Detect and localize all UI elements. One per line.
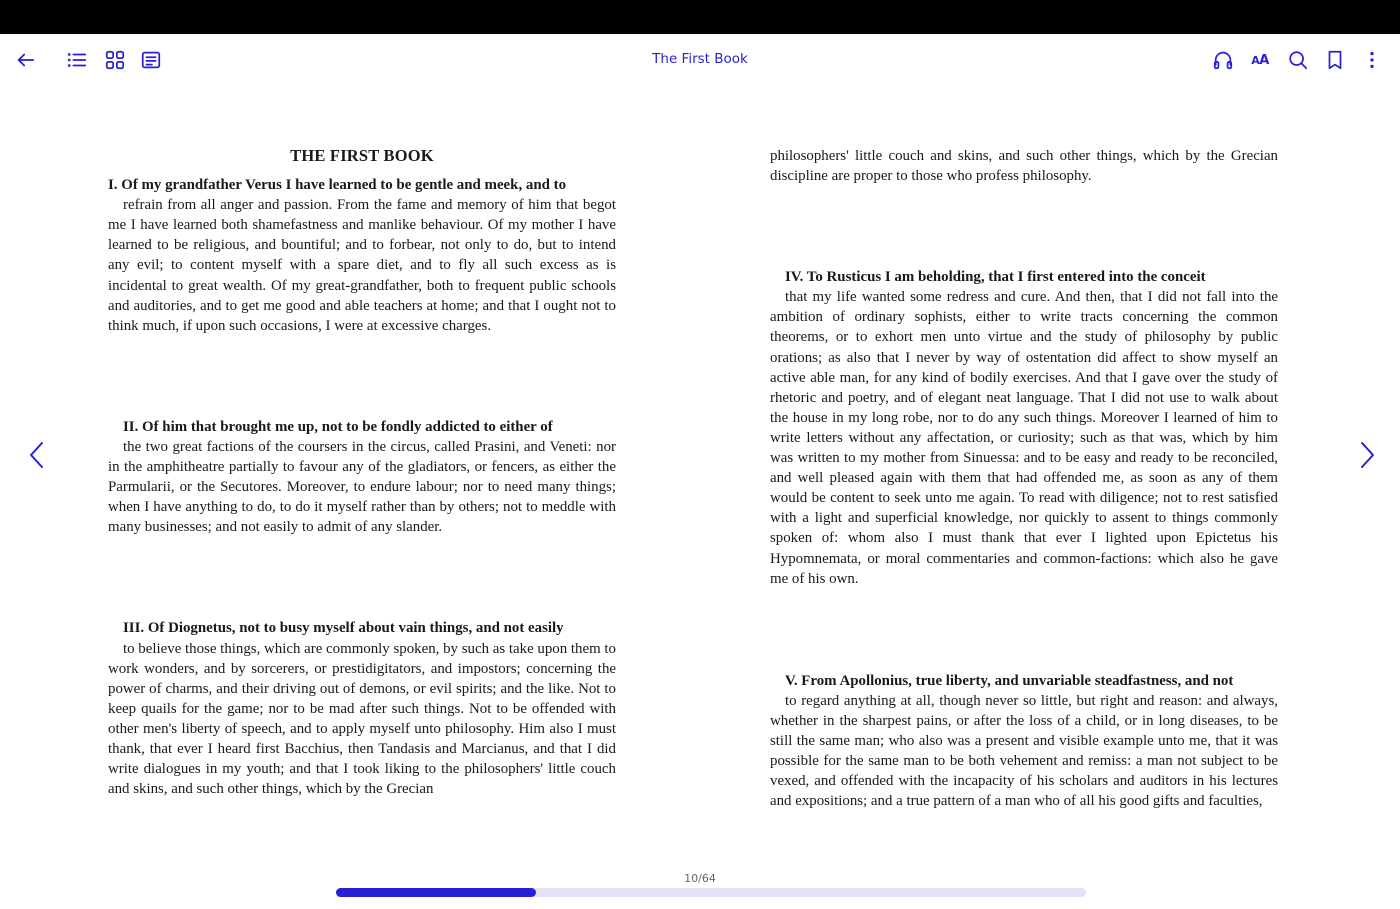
section-spacer — [108, 336, 616, 417]
section-heading: II. Of him that brought me up, not to be fondly addicted to either of — [123, 418, 553, 435]
font-size-button[interactable] — [1244, 44, 1276, 76]
chapter-title: THE FIRST BOOK — [290, 146, 434, 165]
section-text: to regard anything at all, though never so little, but right and reason: and always, whether in the sharpest pains, or after the loss of a child, or in long diseases, to be still the same man; who also was a present and visible example unto me, that it was possible for the same man to be both vehement and remiss: a man not subject to be vexed, and offended with the incapacity of his scholars and auditors in his lectures and expositions; and a true pattern of a man who of all his good gifts and faculties, — [770, 692, 1278, 810]
page-indicator: 10/64 — [684, 872, 716, 885]
section-text: refrain from all anger and passion. From the fame and memory of him that begot me I have learned both shamefastness and manlike behaviour. Of my mother I have learned to be religious, and bountiful; and to forbear, not only to do, but to intend any evil; to content myself with a spare diet, and to fly all such excess as is incidental to great wealth. Of my great-grandfather, both to frequent public schools and auditories, and to get me good and able teachers at home; and that I ought not to think much, if upon such occasions, I were at excessive charges. — [108, 197, 616, 334]
section-heading: I. Of my grandfather Verus I have learned to be gentle and meek, and to — [108, 177, 567, 194]
reading-progress-fill — [336, 888, 536, 897]
search-icon — [1287, 49, 1309, 71]
section-text: the two great factions of the coursers in the circus, called Prasini, and Veneti: nor in the amphitheatre partially to favour any of the gladiators, or fencers, as either the Parmularii, or the Secutores. Moreover, to endure labour; nor to need many things; when I have anything to do, to do it myself rather than by others; not to meddle with many businesses; and not easily to admit of any slander. — [108, 438, 616, 536]
chevron-left-icon — [27, 440, 47, 470]
status-bar — [0, 0, 1400, 34]
next-page-button[interactable] — [1350, 438, 1384, 472]
previous-page-button[interactable] — [20, 438, 54, 472]
book-title: The First Book — [652, 51, 748, 67]
font-size-icon: AA — [1251, 52, 1269, 68]
section-spacer — [770, 589, 1278, 671]
headphones-icon — [1212, 49, 1234, 71]
more-vertical-icon — [1361, 49, 1383, 71]
more-options-button[interactable] — [1356, 44, 1388, 76]
search-button[interactable] — [1282, 44, 1314, 76]
reading-progress-bar[interactable] — [336, 888, 1086, 897]
reader-toolbar — [0, 34, 1400, 86]
audio-button[interactable] — [1207, 44, 1239, 76]
section-spacer — [108, 537, 616, 618]
bookmark-button[interactable] — [1319, 44, 1351, 76]
right-page — [770, 146, 1278, 811]
section-heading: IV. To Rusticus I am beholding, that I first entered into the conceit — [785, 269, 1206, 286]
left-page — [108, 146, 616, 799]
chevron-right-icon — [1357, 440, 1377, 470]
section-text: that my life wanted some redress and cure. And then, that I did not fall into the ambition of ordinary sophists, either to write tracts concerning the common theorems, or to exhort men unto virtue and the study of philosophy by public orations; as also that I never by way of ostentation did affect to show myself an active able man, for any kind of bodily exercises. And that I gave over the study of rhetoric and poetry, and of elegant neat language. That I did not use to walk about the house in my long robe, nor to do any such things. Moreover I learned of him to write letters without any affectation, or curiosity; such as that was, which by him was written to my mother from Sinuessa: and to be easy and ready to be reconciled, and well pleased again with them that had offended me, as soon as any of them would be content to seek unto me again. To read with diligence; not to rest satisfied with a light and superficial knowledge, nor quickly to assent to things commonly spoken of: whom also I must thank that ever I lighted upon Epictetus his Hypomnemata, or moral commentaries and common-factions: which also he gave me of his own. — [770, 289, 1278, 587]
bookmark-icon — [1324, 49, 1346, 71]
section-text: to believe those things, which are commonly spoken, by such as take upon them to work wonders, and by sorcerers, or prestidigitators, and impostors; concerning the power of charms, and their driving out of demons, or evil spirits; and the like. Not to keep quails for the game; nor to be mad after such things. Not to be offended with other men's liberty of speech, and to apply myself unto philosophy. Him also I must thank, that ever I heard first Bacchius, then Tandasis and Marcianus, and that I did write dialogues in my youth; and that I took liking to the philosophers' little couch and skins, and such other things, which by the Grecian — [108, 640, 616, 798]
section-heading: V. From Apollonius, true liberty, and unvariable steadfastness, and not — [785, 672, 1234, 689]
continued-text: philosophers' little couch and skins, and such other things, which by the Grecian discipline are proper to those who profess philosophy. — [770, 148, 1278, 185]
section-heading: III. Of Diognetus, not to busy myself about vain things, and not easily — [123, 620, 564, 637]
section-spacer — [770, 186, 1278, 267]
